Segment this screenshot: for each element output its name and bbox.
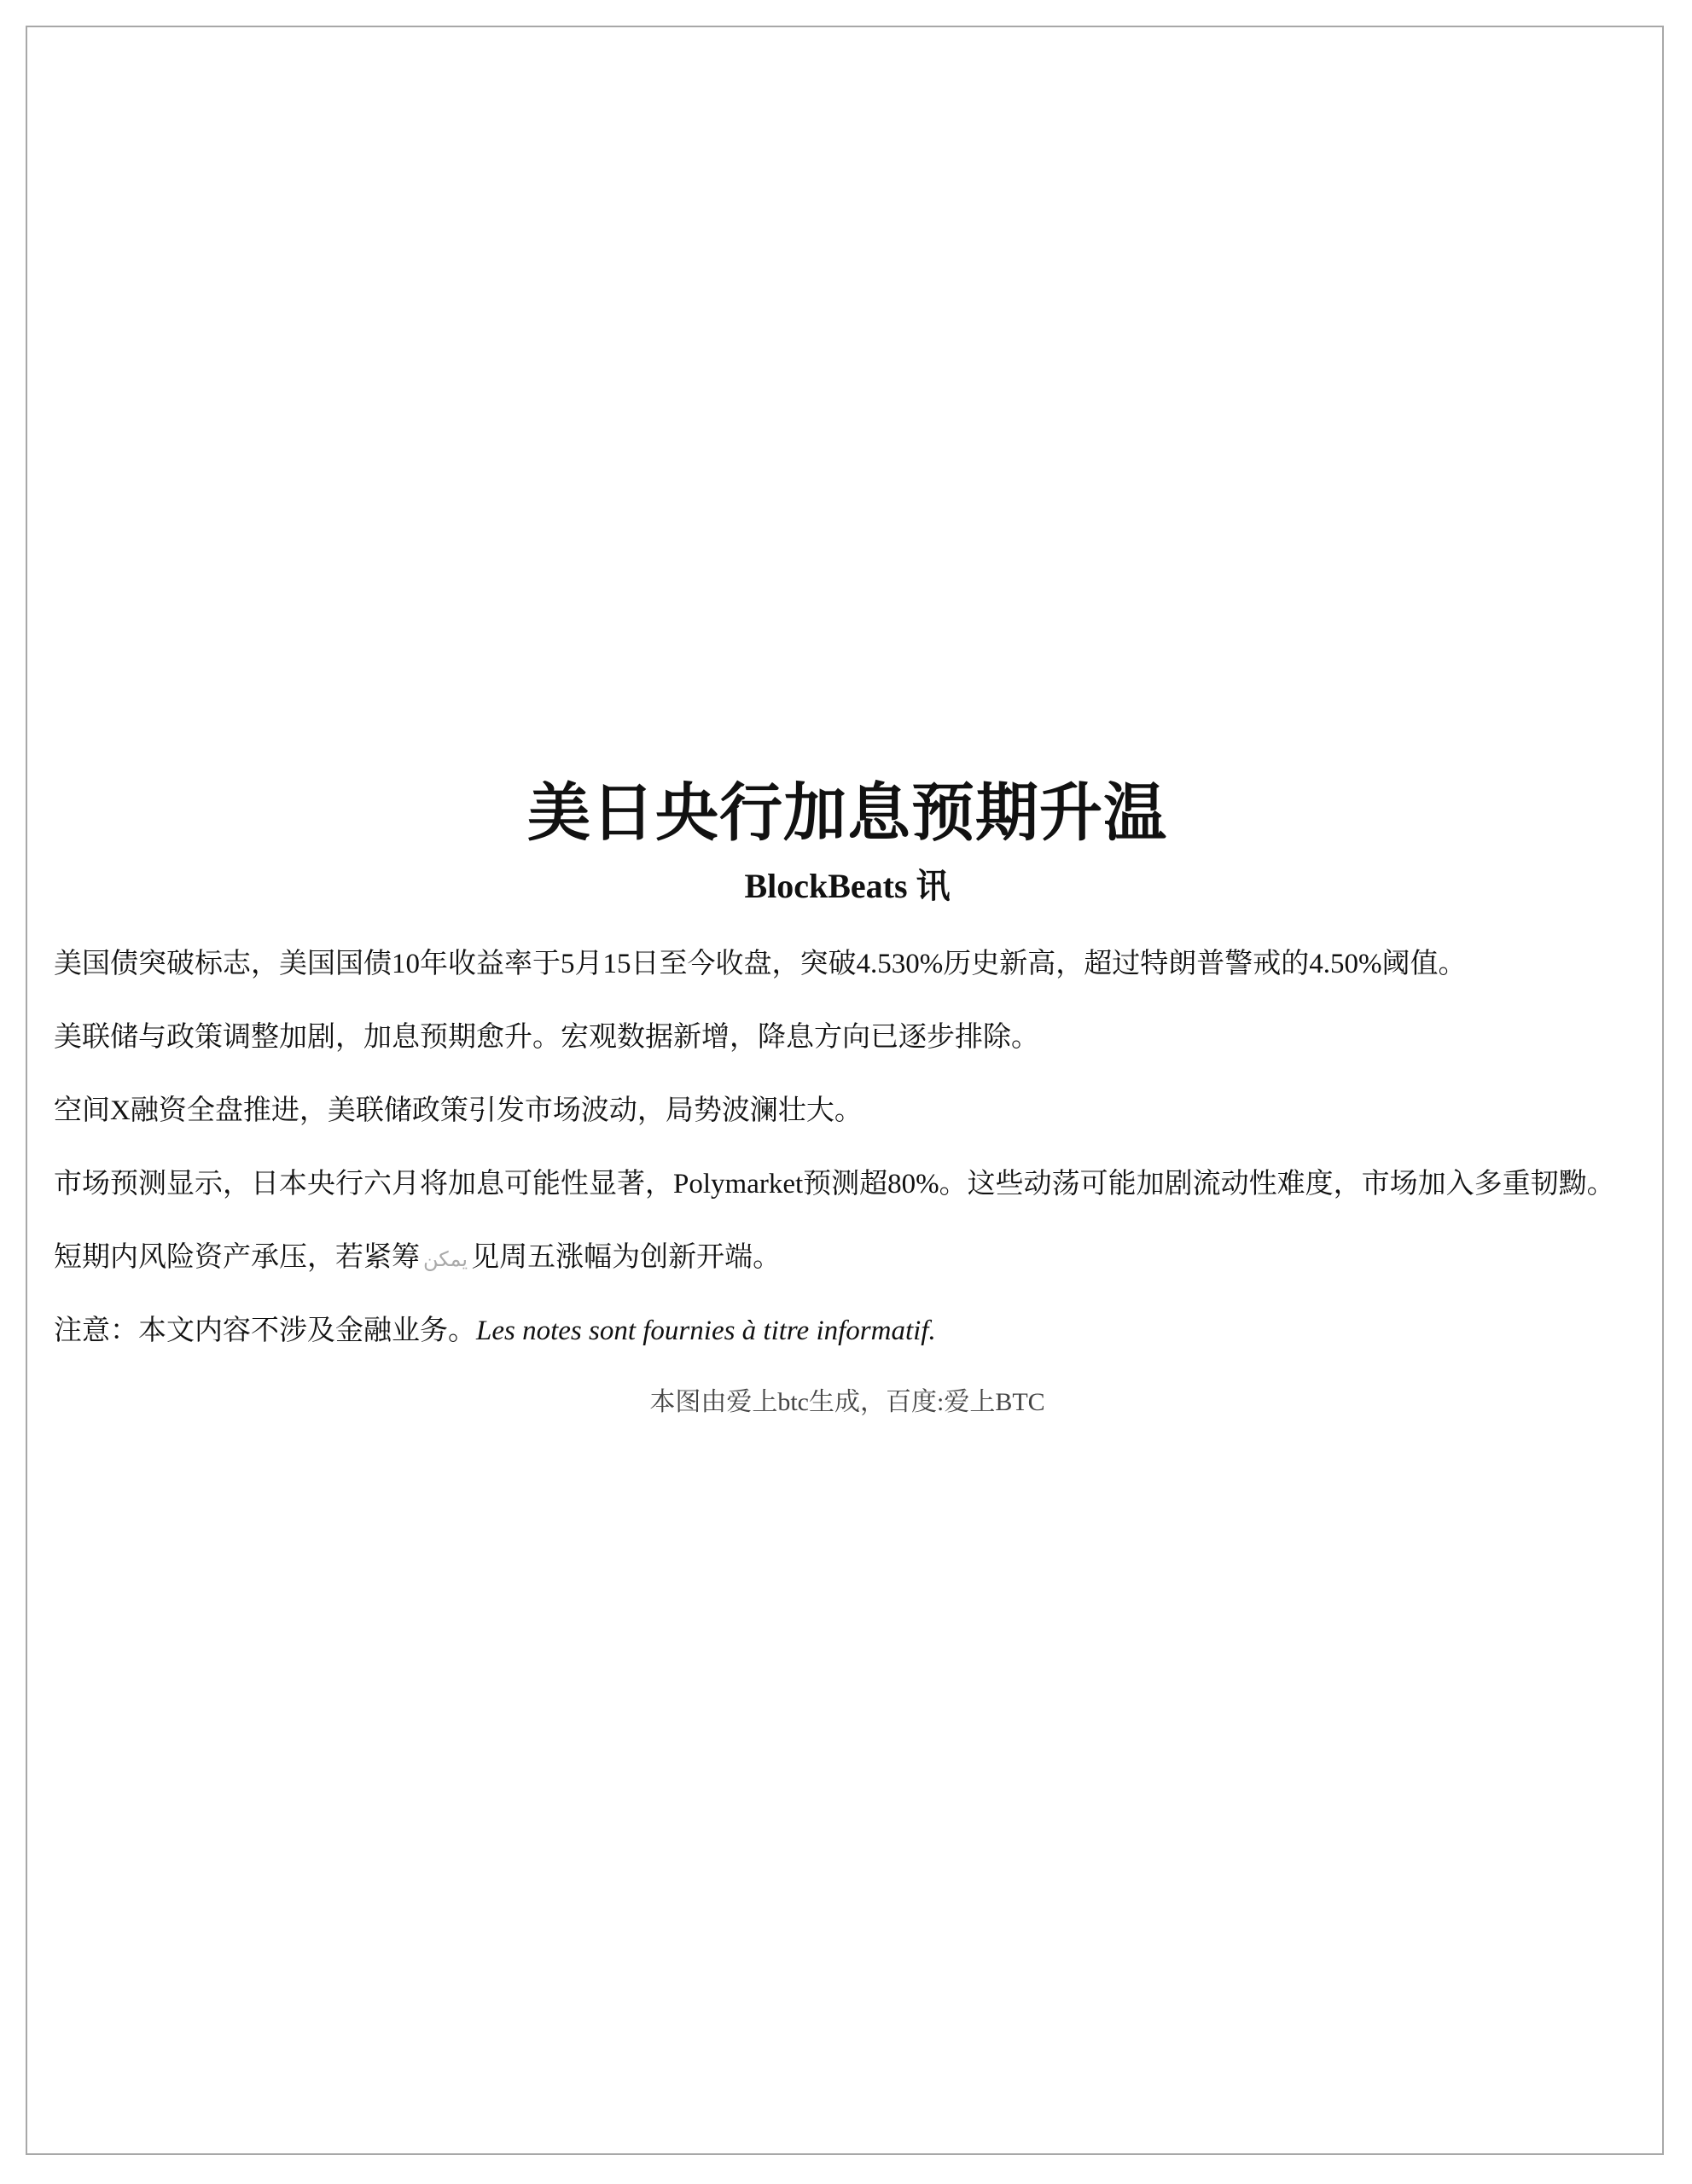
notice-prefix: 注意：本文内容不涉及金融业务。: [54, 1316, 476, 1346]
paragraph-fed-policy: 美联储与政策调整加剧，加息预期愈升。宏观数据新增，降息方向已逐步排除。: [54, 1022, 1039, 1053]
article-byline: BlockBeats 讯: [744, 867, 951, 905]
paragraph-notice: [54, 1311, 1641, 1350]
footer-note: 本图由爱上btc生成，百度:爱上BTC: [649, 1388, 1045, 1416]
short-term-text-before: 短期内风险资产承压，若紧筹: [54, 1242, 420, 1273]
paragraph-market-volatility: 空间X融资全盘推进，美联储政策引发市场波动，局势波澜壮大。: [54, 1095, 863, 1126]
paragraph-short-term: [54, 1238, 1641, 1277]
article: [54, 772, 1641, 1420]
arabic-word: يمكن: [423, 1247, 468, 1271]
notice-italic: Les notes sont fournies à titre informatif.: [476, 1316, 936, 1346]
article-title: 美日央行加息预期升温: [527, 776, 1167, 850]
paragraph-treasury: 美国债突破标志，美国国债10年收益率于5月15日至今收盘，突破4.530%历史新高，超过特朗普警戒的4.50%阈值。: [54, 949, 1467, 979]
short-term-text-after: 见周五涨幅为创新开端。: [471, 1242, 782, 1273]
paragraph-boj-forecast: 市场预测显示，日本央行六月将加息可能性显著，Polymarket预测超80%。这些动荡可能加剧流动性难度，市场加入多重韧黝。: [54, 1169, 1615, 1199]
article-body: [54, 944, 1641, 1350]
